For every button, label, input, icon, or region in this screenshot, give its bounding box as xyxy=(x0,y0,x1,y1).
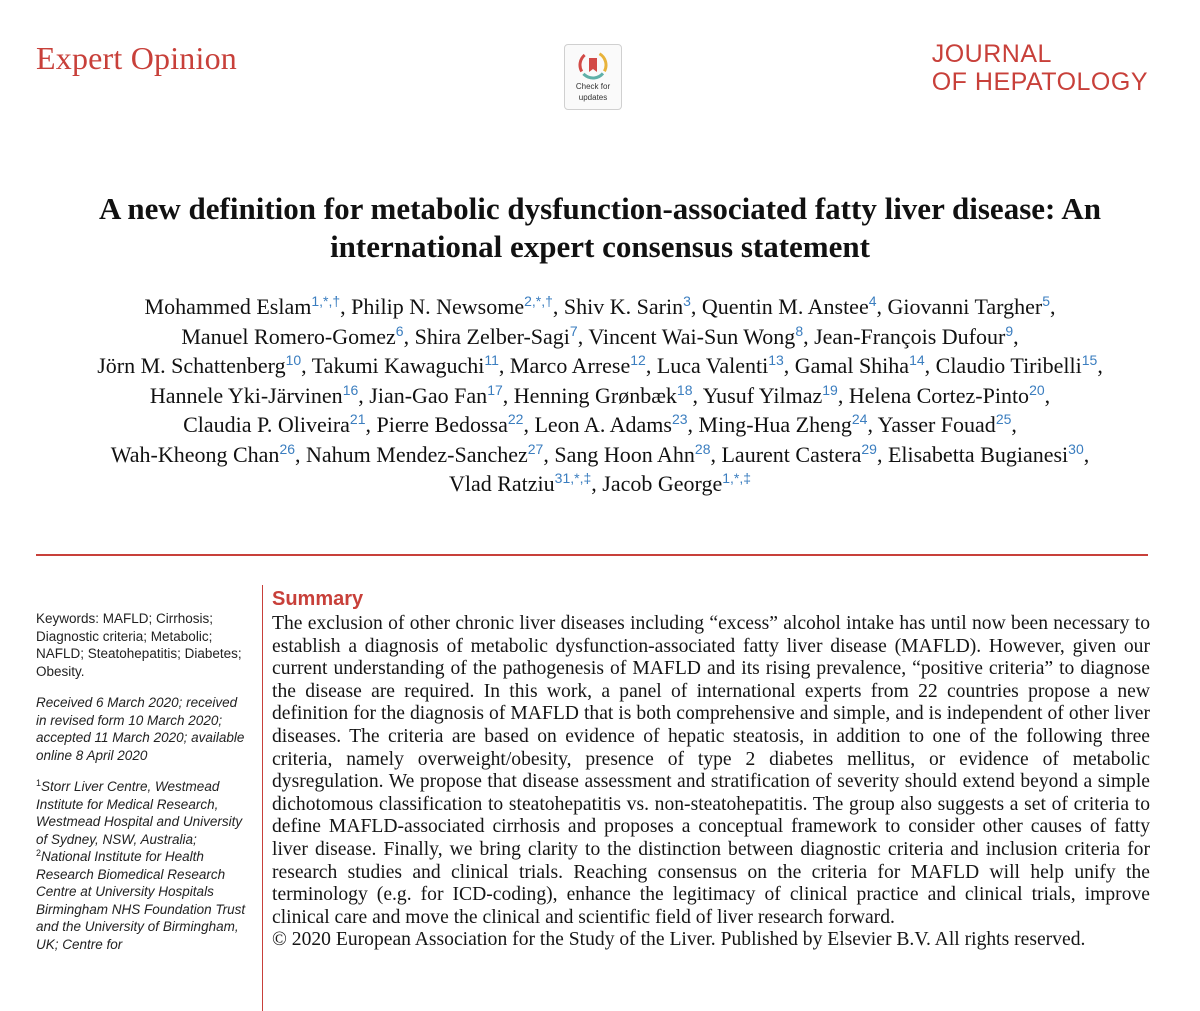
author-name-text: Claudio Tiribelli xyxy=(935,353,1082,378)
author-name: Luca Valenti$^{13}$, xyxy=(656,352,790,378)
affiliation-number: 1 xyxy=(36,778,42,788)
author-name-text: Giovanni Targher xyxy=(887,294,1043,319)
author-name: Philip N. Newsome$^{2,*,\dagger}$, xyxy=(351,293,559,319)
author-name-text: Helena Cortez-Pinto xyxy=(848,382,1030,408)
author-name-text: Jacob George xyxy=(602,471,723,496)
author-name: Shiv K. Sarin$^3$, xyxy=(563,293,697,319)
author-name-text: Vlad Ratziu xyxy=(448,471,555,496)
author-name: Hannele Yki-Järvinen$^{16}$, xyxy=(149,381,364,408)
check-for-updates-badge[interactable] xyxy=(564,44,622,110)
journal-name-line1: JOURNAL xyxy=(931,40,1052,68)
header-divider xyxy=(36,554,1148,556)
author-name: Claudia P. Oliveira$^{21}$, xyxy=(183,411,371,437)
author-name: Nahum Mendez-Sanchez$^{27}$, xyxy=(306,440,549,467)
summary-text: The exclusion of other chronic liver diseases including “excess” alcohol intake has until now been necessary to establish a diagnosis of metabolic dysfunction-associated fatty liver disease (MAFLD). However, given our current understanding of the pathogenesis of MAFLD and its rising prevalence, “positive criteria” to diagnose the disease are required. In this work, a panel of international experts from 22 countries propose a new definition for the diagnosis of MAFLD that is both comprehensive and simple, and is independent of other liver diseases. The criteria are based on evidence of hepatic steatosis, in addition to one of the following three criteria, namely overweight/obesity, presence of type 2 diabetes mellitus, or evidence of metabolic dysregulation. We propose that disease assessment and stratification of severity should extend beyond a simple dichotomous classification to steatohepatitis vs. non-steatohepatitis. The group also suggests a set of criteria to define MAFLD-associated cirrhosis and proposes a conceptual framework to consider other causes of fatty liver disease. Finally, we bring clarity to the distinction between diagnostic criteria and inclusion criteria for research studies and clinical trials. Reaching consensus on the criteria for MAFLD will help unify the terminology (e.g. for ICD-coding), enhance the legitimacy of clinical practice and clinical trials, improve clinical care and move the clinical and scientific field of liver research forward. xyxy=(272,613,1150,928)
author-affiliation-ref[interactable]: 24 xyxy=(851,411,868,427)
author-name-text: Wah-Kheong Chan xyxy=(110,441,280,467)
author-name-text: Yusuf Yilmaz xyxy=(702,382,823,408)
author-name: Jörn M. Schattenberg$^{10}$, xyxy=(97,352,307,378)
author-name: Jean-François Dufour$^9$, xyxy=(814,322,1019,349)
section-label: Expert Opinion xyxy=(36,40,237,76)
author-name-text: Leon A. Adams xyxy=(534,412,672,437)
author-affiliation-ref[interactable]: 25 xyxy=(995,411,1012,427)
author-name: Laurent Castera$^{29}$, xyxy=(721,440,883,467)
author-affiliation-ref[interactable]: 21 xyxy=(349,411,366,427)
author-name: Mohammed Eslam$^{1,*,\dagger}$, xyxy=(144,293,346,319)
author-name: Yasser Fouad$^{25}$, xyxy=(877,411,1017,437)
author-affiliation-ref[interactable]: 31,*,‡ xyxy=(554,470,592,486)
author-name-text: Manuel Romero-Gomez xyxy=(181,323,396,349)
summary-body xyxy=(272,613,1150,952)
summary-section xyxy=(272,585,1150,952)
author-name-text: Shiv K. Sarin xyxy=(563,294,684,319)
author-name: Jian-Gao Fan$^{17}$, xyxy=(369,381,509,408)
author-affiliation-ref[interactable]: 9 xyxy=(1005,322,1014,339)
author-name-text: Shira Zelber-Sagi xyxy=(414,323,570,349)
author-affiliation-ref[interactable]: 3 xyxy=(683,293,691,309)
author-name: Gamal Shiha$^{14}$, xyxy=(794,352,931,378)
author-name-text: Jörn M. Schattenberg xyxy=(97,353,286,378)
affiliation-text: Storr Liver Centre, Westmead Institute for Medical Research, Westmead Hospital and University of Sydney, NSW, Australia; xyxy=(36,779,243,847)
journal-name-line2: OF HEPATOLOGY xyxy=(931,68,1148,96)
affiliation-number: 2 xyxy=(36,848,42,858)
author-name-text: Gamal Shiha xyxy=(794,353,910,378)
author-affiliation-ref[interactable]: 7 xyxy=(569,322,578,339)
affiliations xyxy=(36,778,246,953)
author-name-text: Marco Arrese xyxy=(509,353,631,378)
article-dates: Received 6 March 2020; received in revised form 10 March 2020; accepted 11 March 2020; available online 8 April 2020 xyxy=(36,695,245,763)
author-name: Giovanni Targher$^5$, xyxy=(887,293,1056,319)
author-affiliation-ref[interactable]: 1,*,‡ xyxy=(722,470,752,486)
affiliation-text: National Institute for Health Research Biomedical Research Centre at University Hospitals Birmingham NHS Foundation Trust and the University of Birmingham, UK; Centre for xyxy=(36,849,246,952)
author-name: Henning Grønbæk$^{18}$, xyxy=(513,381,698,408)
author-affiliation-ref[interactable]: 12 xyxy=(630,352,646,368)
author-affiliation-ref[interactable]: 1,*,† xyxy=(311,293,341,309)
author-name: Shira Zelber-Sagi$^7$, xyxy=(414,322,584,349)
copyright-text: © 2020 European Association for the Study of the Liver. Published by Elsevier B.V. All rights reserved. xyxy=(272,929,1086,951)
badge-label-line2: updates xyxy=(578,93,608,102)
author-name-text: Vincent Wai-Sun Wong xyxy=(588,323,796,349)
author-affiliation-ref[interactable]: 26 xyxy=(279,440,296,457)
author-affiliation-ref[interactable]: 27 xyxy=(527,440,544,457)
author-name: Claudio Tiribelli$^{15}$, xyxy=(935,352,1103,378)
author-name-text: Yasser Fouad xyxy=(877,412,996,437)
author-name-text: Quentin M. Anstee xyxy=(701,294,869,319)
author-affiliation-ref[interactable]: 22 xyxy=(507,411,524,427)
author-name-text: Ming-Hua Zheng xyxy=(698,412,852,437)
author-name: Elisabetta Bugianesi$^{30}$, xyxy=(887,440,1090,467)
author-affiliation-ref[interactable]: 6 xyxy=(395,322,404,339)
affiliation-item xyxy=(36,848,246,953)
author-name: Sang Hoon Ahn$^{28}$, xyxy=(554,440,716,467)
check-for-updates-icon xyxy=(578,50,608,80)
author-affiliation-ref[interactable]: 19 xyxy=(822,381,838,398)
author-affiliation-ref[interactable]: 5 xyxy=(1042,293,1050,309)
author-name: Helena Cortez-Pinto$^{20}$, xyxy=(848,381,1051,408)
affiliation-item xyxy=(36,778,246,848)
journal-name xyxy=(932,40,1148,96)
author-name: Vincent Wai-Sun Wong$^8$, xyxy=(588,322,809,349)
author-affiliation-ref[interactable]: 14 xyxy=(909,352,925,368)
sidebar xyxy=(36,610,246,967)
author-affiliation-ref[interactable]: 2,*,† xyxy=(524,293,553,309)
author-affiliation-ref[interactable]: 20 xyxy=(1029,381,1045,398)
author-name-text: Nahum Mendez-Sanchez xyxy=(306,441,528,467)
author-affiliation-ref[interactable]: 29 xyxy=(861,440,877,457)
author-name-text: Hannele Yki-Järvinen xyxy=(149,382,343,408)
author-name: Quentin M. Anstee$^4$, xyxy=(701,293,883,319)
author-name-text: Claudia P. Oliveira xyxy=(183,412,350,437)
author-affiliation-ref[interactable]: 15 xyxy=(1081,352,1098,368)
author-name-text: Philip N. Newsome xyxy=(351,294,525,319)
column-divider xyxy=(262,585,263,1011)
author-affiliation-ref[interactable]: 4 xyxy=(868,293,877,309)
author-name: Vlad Ratziu$^{31,*,\ddagger}$, xyxy=(448,470,597,496)
author-name-text: Jean-François Dufour xyxy=(814,323,1006,349)
author-name: Ming-Hua Zheng$^{24}$, xyxy=(698,411,873,437)
author-list xyxy=(90,292,1110,499)
author-affiliation-ref[interactable]: 30 xyxy=(1068,440,1084,457)
author-affiliation-ref[interactable]: 23 xyxy=(671,411,688,427)
keywords: Keywords: MAFLD; Cirrhosis; Diagnostic criteria; Metabolic; NAFLD; Steatohepatitis; Diabetes; Obesity. xyxy=(36,611,242,679)
author-name: Pierre Bedossa$^{22}$, xyxy=(376,411,529,437)
author-name-text: Sang Hoon Ahn xyxy=(554,441,695,467)
author-name-text: Mohammed Eslam xyxy=(144,294,312,319)
author-affiliation-ref[interactable]: 28 xyxy=(694,440,711,457)
author-name-text: Takumi Kawaguchi xyxy=(311,353,485,378)
author-affiliation-ref[interactable]: 10 xyxy=(285,352,302,368)
badge-label-line1: Check for xyxy=(575,82,611,91)
author-name-text: Elisabetta Bugianesi xyxy=(887,441,1069,467)
author-name-text: Jian-Gao Fan xyxy=(369,382,488,408)
author-name-text: Luca Valenti xyxy=(656,353,769,378)
author-affiliation-ref[interactable]: 17 xyxy=(487,381,503,398)
summary-heading: Summary xyxy=(272,588,364,610)
author-affiliation-ref[interactable]: 13 xyxy=(768,352,784,368)
author-name-text: Laurent Castera xyxy=(721,441,862,467)
author-affiliation-ref[interactable]: 18 xyxy=(676,381,693,398)
author-affiliation-ref[interactable]: 16 xyxy=(342,381,359,398)
article-title: A new definition for metabolic dysfunction-associated fatty liver disease: An international expert consensus statement xyxy=(98,191,1102,264)
author-name: Wah-Kheong Chan$^{26}$, xyxy=(110,440,301,467)
author-name: Marco Arrese$^{12}$, xyxy=(509,352,652,378)
author-name: Yusuf Yilmaz$^{19}$, xyxy=(702,381,844,408)
author-name: Leon A. Adams$^{23}$, xyxy=(534,411,694,437)
author-affiliation-ref[interactable]: 8 xyxy=(795,322,804,339)
author-name: Takumi Kawaguchi$^{11}$, xyxy=(311,352,505,378)
author-affiliation-ref[interactable]: 11 xyxy=(484,352,499,368)
author-name-text: Pierre Bedossa xyxy=(376,412,508,437)
author-name: Manuel Romero-Gomez$^6$, xyxy=(181,322,410,349)
author-name-text: Henning Grønbæk xyxy=(513,382,677,408)
author-name xyxy=(602,471,751,496)
